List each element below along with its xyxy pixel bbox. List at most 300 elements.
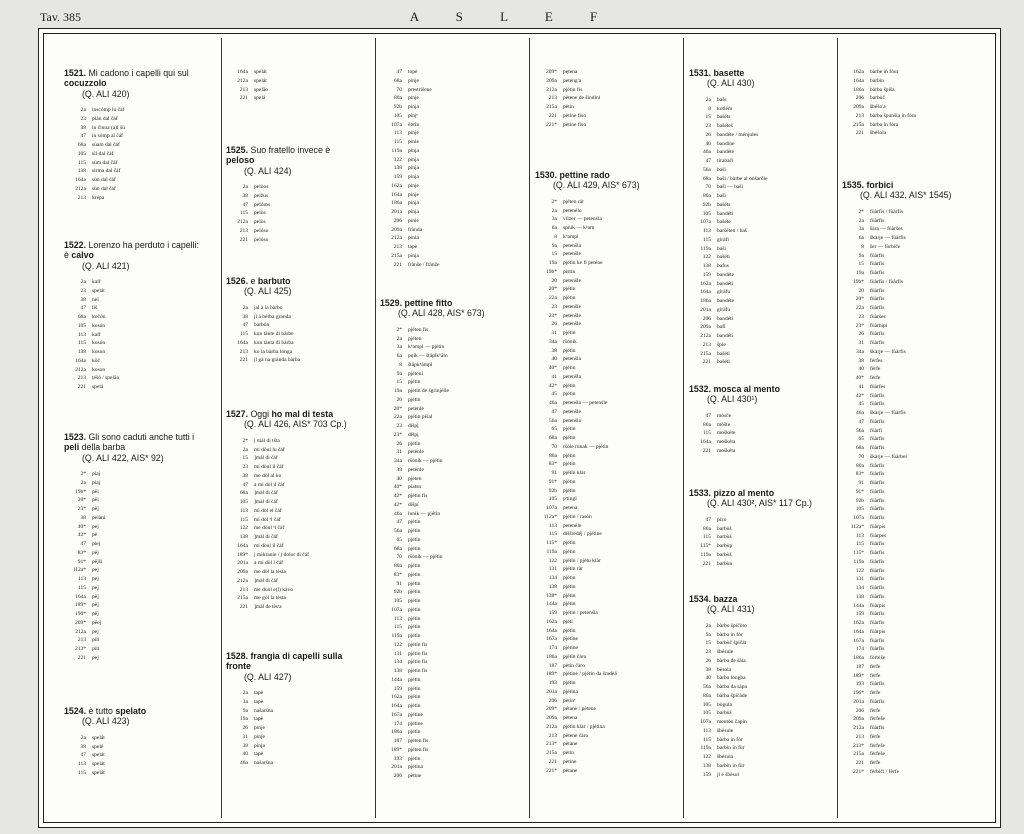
dialect-form: ]màl di čáf <box>254 455 278 462</box>
dialect-form: pē <box>92 532 98 539</box>
point-number: 8 <box>708 105 711 112</box>
table-row <box>64 287 204 296</box>
dialect-form: me duòl e(l) kàvo <box>254 586 293 593</box>
table-row <box>380 536 508 545</box>
dialect-form: fùàrfis <box>870 611 885 618</box>
point-number: 113 <box>702 727 711 734</box>
table-row <box>842 602 970 611</box>
dialect-form: pinja <box>408 200 419 207</box>
point-number: 6a <box>551 225 557 232</box>
point-number: 213 <box>855 733 864 740</box>
table-row <box>535 627 663 636</box>
dialect-form: kalf <box>92 279 101 286</box>
table-row <box>842 129 970 138</box>
table-row <box>689 438 817 447</box>
table-row <box>689 639 817 648</box>
dialect-form: bàrba da sàpa <box>717 684 747 691</box>
entry-keyword: frangia di capelli sulla fronte <box>226 651 343 672</box>
entry-keyword: pizzo al mento <box>713 488 775 498</box>
point-number: 189* <box>237 551 248 558</box>
dialect-form: spnik — kʰam <box>563 225 595 232</box>
dialect-form: fùàrfis <box>870 471 885 478</box>
dialect-form: frànda <box>408 226 423 233</box>
dialect-form: pēi <box>92 488 99 495</box>
point-number: 107a <box>391 606 402 613</box>
point-number: 68a <box>856 445 864 452</box>
table-row <box>689 192 817 201</box>
dialect-form: fùàrpes <box>870 532 887 539</box>
dialect-form: pjétin fis <box>408 641 428 648</box>
point-number: 83* <box>855 471 864 478</box>
table-row <box>535 557 663 566</box>
table-row <box>535 469 663 478</box>
dialect-form: a mi dòl il čáf <box>254 481 285 488</box>
point-number: 193 <box>393 755 402 762</box>
dialect-form: pìaj <box>92 471 101 478</box>
point-number: 65 <box>396 536 402 543</box>
point-number: 20* <box>855 296 864 303</box>
dialect-form: pistin <box>563 268 576 275</box>
dialect-form: bàrbo špičòto <box>717 622 747 629</box>
dialect-form: pinje <box>408 191 419 198</box>
table-row <box>64 470 204 479</box>
table-row <box>226 542 354 551</box>
point-number: 209a <box>546 77 557 84</box>
point-number: 105 <box>702 210 711 217</box>
table-row <box>535 504 663 513</box>
table-row <box>380 129 508 138</box>
table-row <box>535 697 663 706</box>
point-number: 105 <box>77 150 86 157</box>
point-number: 80a <box>703 525 711 532</box>
point-number: 174 <box>548 645 557 652</box>
point-number: 187 <box>548 662 557 669</box>
point-number: 221 <box>855 130 864 137</box>
point-number: 46a <box>394 510 402 517</box>
point-number: 47 <box>705 516 711 523</box>
point-number: 164a <box>237 69 248 75</box>
dialect-form: pjétin <box>563 382 576 389</box>
point-number: 56a <box>703 684 711 691</box>
dialect-form: mi dòl ᵉl čáf <box>254 516 281 523</box>
point-number: 193 <box>855 681 864 688</box>
point-number: 65 <box>858 436 864 443</box>
point-number: 47 <box>80 305 86 312</box>
entry-title <box>64 240 204 271</box>
dialect-form: bandéte <box>717 149 735 156</box>
point-number: 115* <box>853 550 864 557</box>
point-number: 31 <box>242 733 248 740</box>
dialect-form: barbùš <box>717 551 732 558</box>
table-row <box>64 278 204 287</box>
dialect-form: barbin <box>870 77 885 84</box>
point-number: 92b <box>855 497 864 504</box>
table-row <box>226 201 354 210</box>
point-number: 2a <box>242 446 248 453</box>
table-row <box>689 542 817 551</box>
dialect-form: petenšla <box>563 242 582 249</box>
table-row <box>380 641 508 650</box>
point-number: 213 <box>393 244 402 250</box>
point-number: 122 <box>548 557 557 564</box>
table-row <box>64 322 204 331</box>
table-row <box>535 434 663 443</box>
table-row <box>842 768 970 777</box>
dialect-form: pjétin <box>408 563 421 570</box>
point-number: 122 <box>393 641 402 648</box>
point-number: 19a <box>856 270 864 277</box>
entry-title <box>535 170 663 191</box>
table-row <box>64 496 204 505</box>
point-number: 122 <box>393 156 402 163</box>
table-row <box>380 164 508 173</box>
dialect-form: pjétin <box>563 347 576 354</box>
table-row <box>535 77 663 86</box>
atlas-entry <box>64 240 204 392</box>
point-number: 213 <box>77 375 86 382</box>
point-number: 138 <box>702 762 711 769</box>
dialect-form: pjétin <box>563 540 576 547</box>
table-row <box>380 483 508 492</box>
entry-number: 1535. <box>842 180 867 190</box>
table-row <box>535 347 663 356</box>
table-row <box>842 409 970 418</box>
point-number: 70 <box>858 453 864 460</box>
table-row <box>380 370 508 379</box>
dialect-form: fèrfeše <box>870 742 885 749</box>
table-row <box>689 210 817 219</box>
point-number: 3a <box>551 216 557 223</box>
table-row <box>842 234 970 243</box>
point-number: 45 <box>551 391 557 398</box>
column-divider <box>529 38 530 818</box>
dialect-form: pjétin <box>563 575 576 582</box>
dialect-form: barbùš <box>717 710 732 717</box>
dialect-form: fèrfe <box>870 707 881 714</box>
point-number: 215a <box>853 121 864 128</box>
dialect-form: bandéte / ménjules <box>717 131 759 138</box>
table-row <box>380 226 508 235</box>
dialect-form: petenélo <box>563 207 582 214</box>
table-row <box>64 584 204 593</box>
table-row <box>226 498 354 507</box>
dialect-form: našaršna <box>254 707 273 714</box>
table-row <box>64 769 204 778</box>
dialect-form: fùàrfis <box>870 593 885 600</box>
dialect-form: in sómp al čáf <box>92 133 124 140</box>
table-row <box>64 734 204 743</box>
point-number: 41 <box>858 383 864 390</box>
point-number: 159 <box>393 174 402 180</box>
point-number: 159 <box>855 611 864 618</box>
dialect-form: pjétin <box>563 295 576 302</box>
table-row <box>380 431 508 440</box>
table-row <box>226 192 354 201</box>
dialect-form: pelàni <box>92 514 106 521</box>
dialect-form: pjétina <box>563 688 578 695</box>
dialect-form: giràfi <box>717 236 729 243</box>
dialect-form: baši / bàrbe al onšarčle <box>717 175 768 182</box>
dialect-form: pjétin klàr <box>563 470 586 477</box>
point-number: 189* <box>546 671 557 678</box>
dialect-form: pjétin ràr <box>563 566 584 573</box>
point-number: 138 <box>239 534 248 541</box>
table-row <box>64 106 204 115</box>
table-row <box>535 662 663 671</box>
table-row <box>842 593 970 602</box>
table-row <box>842 532 970 541</box>
table-row <box>689 666 817 675</box>
point-number: 23 <box>705 649 711 656</box>
dialect-form: tirabàči <box>717 158 734 165</box>
point-number: 201a <box>853 698 864 705</box>
dialect-form: pej <box>92 567 99 574</box>
table-row <box>535 635 663 644</box>
dialect-form: petenšle <box>563 303 582 310</box>
dialect-form: krépa <box>92 194 105 201</box>
point-number: 113 <box>393 130 402 137</box>
point-number: 186a <box>391 729 402 736</box>
column-divider <box>375 38 376 818</box>
table-row <box>842 348 970 357</box>
table-row <box>535 732 663 741</box>
dialect-form: pej <box>92 584 99 591</box>
table-row <box>64 558 204 567</box>
table-row <box>689 744 817 753</box>
dialect-form: spelát <box>254 77 267 84</box>
point-number: 80a <box>394 95 402 102</box>
entry-number: 1525. <box>226 145 251 155</box>
point-number: 47 <box>80 133 86 140</box>
entry-keyword: basette <box>713 68 745 78</box>
dialect-form: pjétin <box>408 703 421 710</box>
dialect-form: fùàrfes <box>870 383 886 390</box>
point-number: 115 <box>702 736 711 743</box>
atlas-entry <box>226 651 354 768</box>
table-row <box>842 750 970 759</box>
table-row <box>535 112 663 121</box>
dialect-form: pinjᵉ <box>408 112 418 119</box>
table-row <box>535 767 663 776</box>
column-divider <box>683 38 684 818</box>
dialect-form: bàrba špiša <box>870 86 895 93</box>
dialect-form: fùàrfis / fùàrfis <box>870 278 903 285</box>
point-number: 164a <box>237 339 248 346</box>
table-row <box>535 460 663 469</box>
dialect-form: a mi dòl l čáf <box>254 560 284 567</box>
dialect-form: petènle <box>408 466 424 473</box>
dialect-form: fùàrfis <box>870 620 885 627</box>
dialect-form: pjétin <box>563 330 576 337</box>
dialect-form: kʰampl <box>563 233 579 240</box>
point-number: 213 <box>239 348 248 355</box>
dialect-form: pètin čàro <box>563 662 585 669</box>
dialect-form: ]màl de tèsᵗa <box>254 604 282 611</box>
dialect-form: ršónik — pjétin <box>408 554 443 561</box>
point-number: 162a <box>853 620 864 627</box>
point-number: 186a <box>700 298 711 305</box>
table-row <box>535 513 663 522</box>
dialect-form: moškéte <box>717 430 736 437</box>
point-number: 47 <box>242 481 248 488</box>
table-row <box>226 321 354 330</box>
table-row <box>842 514 970 523</box>
point-number: 221* <box>546 767 557 774</box>
point-number: 105 <box>239 499 248 506</box>
dialect-form: baši <box>717 166 726 173</box>
dialect-form: nel <box>92 296 99 303</box>
dialect-form: pjéteni <box>408 370 423 377</box>
point-number: 162a <box>853 69 864 75</box>
dialect-form: pjétin <box>408 676 421 683</box>
dialect-form: bandine <box>717 140 735 147</box>
table-row <box>64 304 204 313</box>
dialect-form: ]màl di čáf <box>254 499 278 506</box>
dialect-form: fùàrfis <box>870 445 885 452</box>
table-row <box>535 373 663 382</box>
dialect-form: bàrbe in fòur <box>870 69 899 75</box>
point-number: 213 <box>239 586 248 593</box>
table-row <box>380 422 508 431</box>
point-number: 38 <box>80 743 86 750</box>
point-number: 107a <box>853 515 864 522</box>
entry-keyword: barbuto <box>257 276 291 286</box>
dialect-form: pètane <box>563 741 578 748</box>
dialect-form: bašéti <box>717 359 730 366</box>
dialect-form: pjétin fis <box>408 668 428 675</box>
dialect-form: pjétin <box>408 580 421 587</box>
dialect-form: fùàrfis <box>870 637 885 644</box>
table-row <box>689 105 817 114</box>
dialect-form: pjétin <box>563 487 576 494</box>
entry-keyword: pettine rado <box>559 170 610 180</box>
dialect-form: pètine fiso <box>563 112 587 119</box>
point-number: 26 <box>858 331 864 338</box>
point-number: 162a <box>546 618 557 625</box>
table-row <box>842 759 970 768</box>
point-number: 38 <box>858 357 864 364</box>
dialect-form: fùàrfis <box>870 488 885 495</box>
entry-reference: (Q. ALI 422, AIS* 92) <box>82 452 164 463</box>
table-row <box>226 489 354 498</box>
dialect-form: pinje <box>254 733 265 740</box>
point-number: 221 <box>77 384 86 391</box>
point-number: 38 <box>242 742 248 749</box>
point-number: 70 <box>396 554 402 561</box>
entry-reference: (Q. ALI 423) <box>82 716 130 727</box>
entry-reference: (Q. ALI 427) <box>244 671 292 682</box>
dialect-form: fùàrfis <box>870 331 885 338</box>
dialect-form: pètane <box>563 767 578 774</box>
table-row <box>689 341 817 350</box>
point-number: 9a <box>858 252 864 259</box>
table-row <box>226 77 354 86</box>
point-number: 47 <box>80 752 86 759</box>
dialect-form: pinja <box>408 252 419 259</box>
entry-number: 1531. <box>689 68 714 78</box>
point-number: 131 <box>548 566 557 573</box>
dialect-form: pìzo <box>717 516 727 523</box>
dialect-form: pìej <box>92 541 101 548</box>
point-number: 40* <box>77 523 86 530</box>
table-row <box>535 364 663 373</box>
point-number: 42* <box>77 532 86 539</box>
table-row <box>535 390 663 399</box>
dialect-form: škàrje — fùàrfis <box>870 410 906 417</box>
dialect-form: lìš <box>92 305 98 312</box>
dialect-form: bàrba in fòra <box>870 121 899 128</box>
table-row <box>226 218 354 227</box>
point-number: 68a <box>394 77 402 84</box>
entry-keyword: spelato <box>115 706 147 716</box>
point-number: 206 <box>393 773 402 780</box>
point-number: 56a <box>856 427 864 434</box>
table-row <box>64 176 204 185</box>
point-number: 2a <box>80 734 86 741</box>
point-number: 91 <box>858 480 864 487</box>
table-row <box>842 339 970 348</box>
point-number: 80a <box>856 462 864 469</box>
table-row <box>380 199 508 208</box>
point-number: 34a <box>549 338 557 345</box>
dialect-form: bandéti <box>717 333 734 340</box>
point-number: 119a <box>700 245 711 252</box>
table-row <box>842 269 970 278</box>
point-number: 209a <box>853 104 864 110</box>
dialect-form: pètin <box>563 104 574 110</box>
dialect-form: ko la bàrba lónga <box>254 348 293 355</box>
point-number: 92b <box>393 589 402 596</box>
point-number: 26 <box>705 657 711 664</box>
atlas-entry <box>226 145 354 244</box>
point-number: 23 <box>858 313 864 320</box>
dialect-form: plán dal čáf <box>92 115 118 122</box>
dialect-form: moškéta <box>717 439 736 446</box>
table-row <box>842 304 970 313</box>
table-row <box>380 632 508 641</box>
table-row <box>535 242 663 251</box>
table-row <box>64 383 204 392</box>
atlas-entry <box>535 170 663 775</box>
table-row <box>380 156 508 165</box>
point-number: 131 <box>393 650 402 657</box>
point-number: 122 <box>855 567 864 574</box>
plate-number: Tav. 385 <box>40 10 82 24</box>
point-number: 164a <box>75 177 86 184</box>
dialect-form: peteng'a <box>563 77 582 84</box>
dialect-form: pètinᵉ <box>563 697 576 704</box>
dialect-form: fùàrfis <box>870 558 885 565</box>
dialect-form: pᶦtingl <box>563 496 577 503</box>
point-number: 47 <box>242 201 248 208</box>
dialect-form: pjétin fis <box>408 493 428 500</box>
point-number: 196* <box>853 690 864 697</box>
entry-keyword: bazza <box>713 594 738 604</box>
dialect-form: fùàrfis <box>870 305 885 312</box>
dialect-form: topè <box>408 69 418 75</box>
point-number: 221 <box>393 261 402 268</box>
table-row <box>842 330 970 339</box>
dialect-form: spelão <box>254 86 269 93</box>
point-number: 56a <box>394 528 402 535</box>
point-number: 162a <box>700 280 711 287</box>
point-number: 2* <box>396 326 402 333</box>
point-number: 115 <box>77 159 86 166</box>
dialect-form: bafi <box>717 324 726 331</box>
entry-title-text: della barba <box>79 442 126 453</box>
dialect-form: petenšle <box>563 312 582 319</box>
dialect-form: jl à bérba granda <box>254 313 291 320</box>
